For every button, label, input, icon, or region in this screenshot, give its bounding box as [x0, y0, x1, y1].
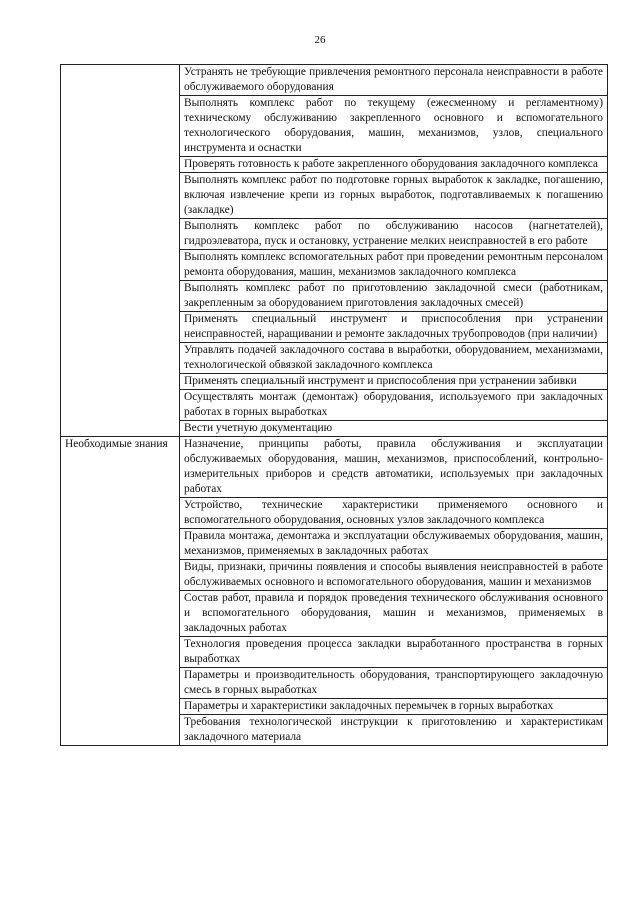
table-row — [61, 437, 608, 498]
section-label: Необходимые знания — [61, 437, 180, 746]
requirement-item: Выполнять комплекс вспомогательных работ при проведении ремонтным персоналом ремонта оборудования, машин, механизмов закладочного комплекса — [180, 250, 608, 281]
requirement-item: Выполнять комплекс работ по подготовке горных выработок к закладке, погашению, включая извлечение крепи из горных выработок, подготавливаемых к погашению (закладке) — [180, 173, 608, 219]
requirement-item: Назначение, принципы работы, правила обслуживания и эксплуатации обслуживаемых оборудования, машин, механизмов, приспособлений, контрольно-измерительных приборов и средств автоматики, используемых при закладочных работах — [180, 437, 608, 498]
requirement-item: Состав работ, правила и порядок проведения технического обслуживания основного и вспомогательного оборудования, машин и механизмов, применяемых в закладочных работах — [180, 591, 608, 637]
section-label — [61, 65, 180, 437]
requirement-item: Применять специальный инструмент и приспособления при устранении забивки — [180, 374, 608, 390]
requirement-item: Вести учетную документацию — [180, 421, 608, 437]
requirement-item: Требования технологической инструкции к приготовлению и характеристикам закладочного материала — [180, 715, 608, 746]
requirement-item: Применять специальный инструмент и приспособления при устранении неисправностей, наращивании и ремонте закладочных трубопроводов (при наличии) — [180, 312, 608, 343]
requirement-item: Выполнять комплекс работ по приготовлению закладочной смеси (работникам, закрепленным за оборудованием приготовления закладочных смесей) — [180, 281, 608, 312]
requirements-table — [60, 64, 608, 746]
requirement-item: Проверять готовность к работе закрепленного оборудования закладочного комплекса — [180, 157, 608, 173]
page-number: 26 — [314, 34, 326, 46]
requirement-item: Осуществлять монтаж (демонтаж) оборудования, используемого при закладочных работах в горных выработках — [180, 390, 608, 421]
table-body — [61, 65, 608, 746]
requirement-item: Устранять не требующие привлечения ремонтного персонала неисправности в работе обслуживаемого оборудования — [180, 65, 608, 96]
requirement-item: Параметры и производительность оборудования, транспортирующего закладочную смесь в горных выработках — [180, 668, 608, 699]
requirement-item: Выполнять комплекс работ по текущему (ежесменному и регламентному) техническому обслуживанию закрепленного основного и вспомогательного технологического оборудования, машин, механизмов, узлов, специального инструмента и оснастки — [180, 96, 608, 157]
requirement-item: Технология проведения процесса закладки выработанного пространства в горных выработках — [180, 637, 608, 668]
requirement-item: Правила монтажа, демонтажа и эксплуатации обслуживаемых оборудования, машин, механизмов, применяемых в закладочных работах — [180, 529, 608, 560]
requirement-item: Управлять подачей закладочного состава в выработки, оборудованием, механизмами, технологической обвязкой закладочного комплекса — [180, 343, 608, 374]
requirement-item: Параметры и характеристики закладочных перемычек в горных выработках — [180, 699, 608, 715]
table-row — [61, 65, 608, 96]
requirement-item: Устройство, технические характеристики применяемого основного и вспомогательного оборудования, основных узлов закладочного комплекса — [180, 498, 608, 529]
requirement-item: Виды, признаки, причины появления и способы выявления неисправностей в работе обслуживаемых основного и вспомогательного оборудования, машин и механизмов — [180, 560, 608, 591]
requirement-item: Выполнять комплекс работ по обслуживанию насосов (нагнетателей), гидроэлеватора, пуск и остановку, устранение мелких неисправностей в его работе — [180, 219, 608, 250]
